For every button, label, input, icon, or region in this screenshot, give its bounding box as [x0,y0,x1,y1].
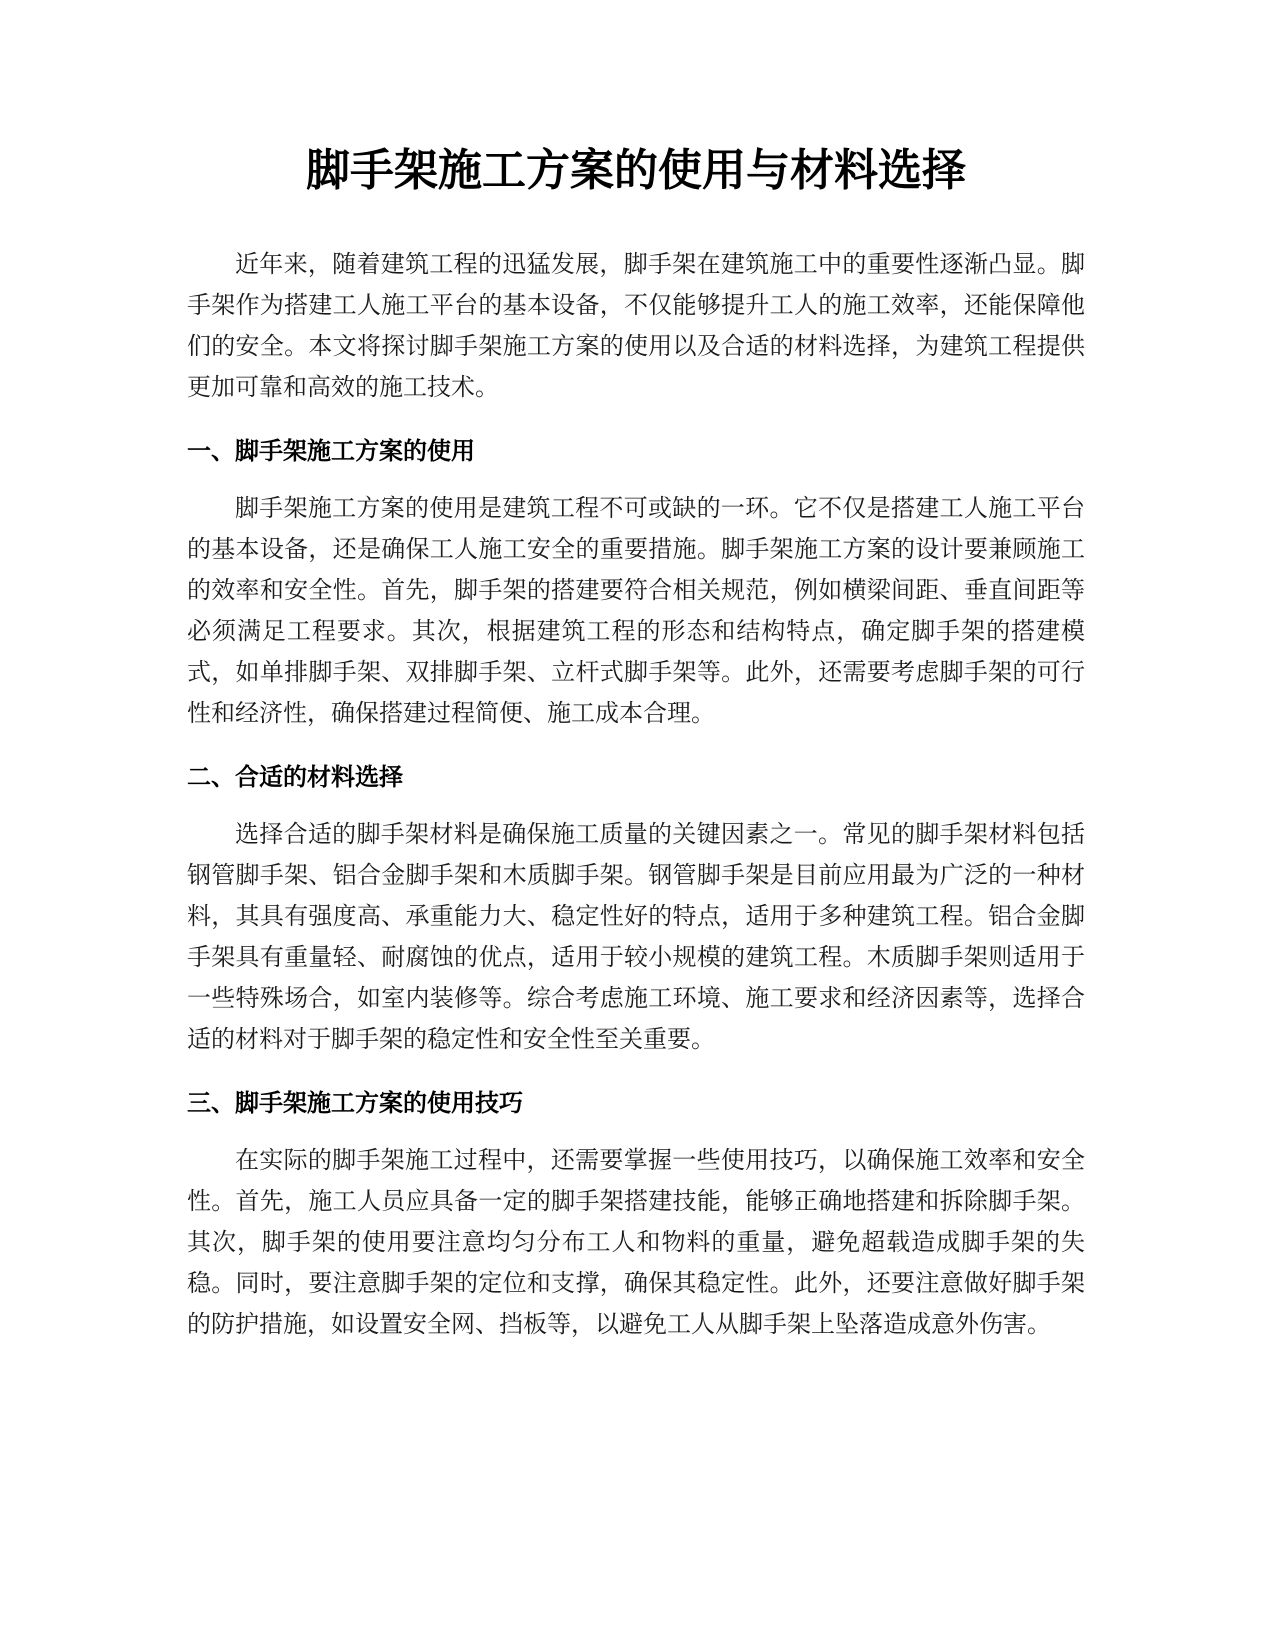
section-usage [187,434,1085,734]
section-heading: 一、脚手架施工方案的使用 [187,437,475,465]
document-title: 脚手架施工方案的使用与材料选择 [306,145,966,196]
section-paragraph: 在实际的脚手架施工过程中，还需要掌握一些使用技巧，以确保施工效率和安全性。首先，施工人员应具备一定的脚手架搭建技能，能够正确地搭建和拆除脚手架。其次，脚手架的使用要注意均匀分布工人和物料的重量，避免超载造成脚手架的失稳。同时，要注意脚手架的定位和支撑，确保其稳定性。此外，还要注意做好脚手架的防护措施，如设置安全网、挡板等，以避免工人从脚手架上坠落造成意外伤害。 [187,1146,1085,1338]
section-materials [187,760,1085,1060]
intro-paragraph: 近年来，随着建筑工程的迅猛发展，脚手架在建筑施工中的重要性逐渐凸显。脚手架作为搭建工人施工平台的基本设备，不仅能够提升工人的施工效率，还能保障他们的安全。本文将探讨脚手架施工方案的使用以及合适的材料选择，为建筑工程提供更加可靠和高效的施工技术。 [187,250,1085,401]
section-techniques [187,1086,1085,1345]
section-heading: 二、合适的材料选择 [187,763,403,791]
section-heading: 三、脚手架施工方案的使用技巧 [187,1089,523,1117]
section-paragraph: 脚手架施工方案的使用是建筑工程不可或缺的一环。它不仅是搭建工人施工平台的基本设备，还是确保工人施工安全的重要措施。脚手架施工方案的设计要兼顾施工的效率和安全性。首先，脚手架的搭建要符合相关规范，例如横梁间距、垂直间距等必须满足工程要求。其次，根据建筑工程的形态和结构特点，确定脚手架的搭建模式，如单排脚手架、双排脚手架、立杆式脚手架等。此外，还需要考虑脚手架的可行性和经济性，确保搭建过程简便、施工成本合理。 [187,494,1085,727]
section-paragraph: 选择合适的脚手架材料是确保施工质量的关键因素之一。常见的脚手架材料包括钢管脚手架、铝合金脚手架和木质脚手架。钢管脚手架是目前应用最为广泛的一种材料，其具有强度高、承重能力大、稳定性好的特点，适用于多种建筑工程。铝合金脚手架具有重量轻、耐腐蚀的优点，适用于较小规模的建筑工程。木质脚手架则适用于一些特殊场合，如室内装修等。综合考虑施工环境、施工要求和经济因素等，选择合适的材料对于脚手架的稳定性和安全性至关重要。 [187,820,1085,1053]
